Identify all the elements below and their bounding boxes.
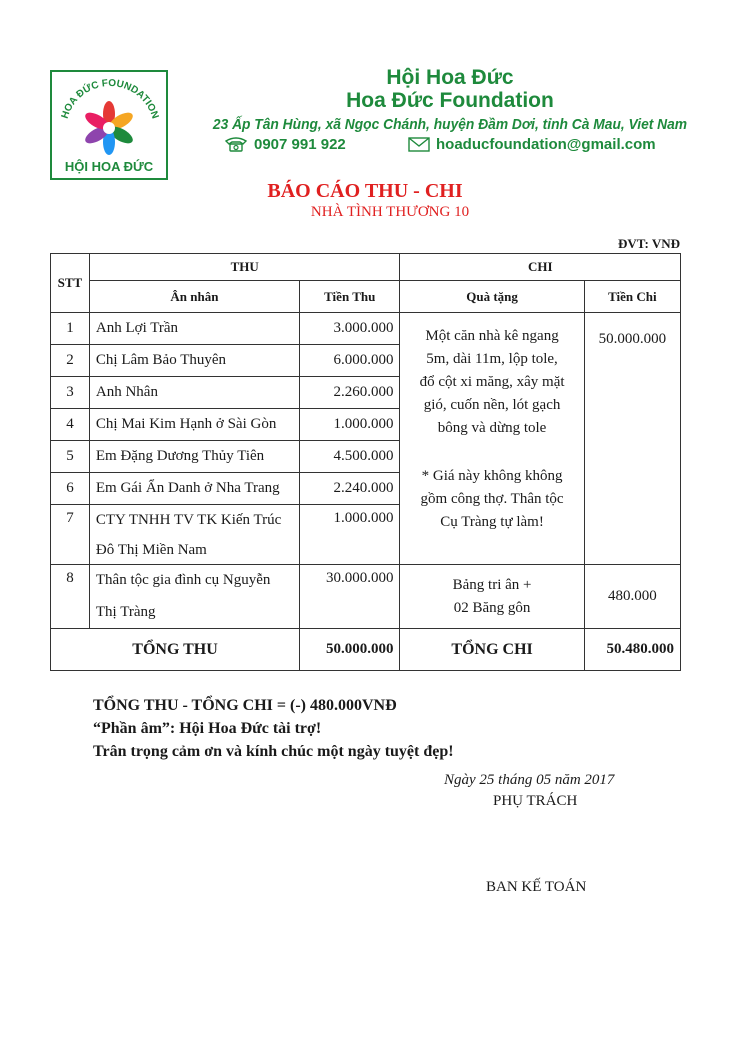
header-row-1 (51, 254, 681, 281)
phone-number: 0907 991 922 (254, 136, 346, 153)
ban-ke-toan-label: BAN KẾ TOÁN (486, 879, 587, 895)
total-thu-value: 50.000.000 (300, 629, 400, 671)
total-chi-value: 50.480.000 (584, 629, 680, 671)
total-chi-label: TỔNG CHI (400, 629, 584, 671)
row-stt: 1 (51, 313, 90, 345)
email-address: hoaducfoundation@gmail.com (436, 136, 656, 153)
email-contact (408, 136, 656, 153)
phone-icon (224, 136, 248, 152)
row-amount: 1.000.000 (300, 505, 400, 565)
gift-line: 5m, dài 11m, lộp tole, (426, 351, 558, 367)
gift-line: gió, cuốn nền, lót gạch (423, 397, 561, 413)
donor-line: Thân tộc gia đình cụ Nguyễn (95, 572, 271, 588)
gift-house-description (406, 325, 577, 440)
gift-line: Bảng tri ân + (452, 576, 532, 593)
org-name-en: Hoa Đức Foundation (346, 89, 554, 112)
table-row (51, 565, 681, 629)
row-amount: 2.240.000 (300, 473, 400, 505)
org-contact (180, 136, 720, 156)
row-amount: 4.500.000 (300, 441, 400, 473)
header-chi: CHI (400, 254, 681, 281)
header-row-2 (51, 281, 681, 313)
row-amount: 2.260.000 (300, 377, 400, 409)
row-donor (89, 505, 299, 565)
gift-banner-cell (400, 565, 584, 629)
org-address: 23 Ấp Tân Hùng, xã Ngọc Chánh, huyện Đầm Dơi, tỉnh Cà Mau, Viet Nam (212, 116, 688, 133)
income-expense-table (50, 253, 681, 671)
gift-house-cell (400, 313, 584, 565)
summary-block (93, 694, 454, 763)
row-amount: 3.000.000 (300, 313, 400, 345)
row-stt: 8 (51, 565, 90, 629)
gift-note-line: Cụ Tràng tự làm! (440, 514, 544, 530)
row-stt: 5 (51, 441, 90, 473)
summary-deficit-note: “Phần âm”: Hội Hoa Đức tài trợ! (93, 720, 322, 737)
row-donor: Em Đặng Dương Thủy Tiên (89, 441, 299, 473)
lotus-icon (83, 101, 136, 155)
gift-line: Một căn nhà kê ngang (425, 328, 559, 344)
header-thu: THU (89, 254, 400, 281)
gift-house-amount: 50.000.000 (584, 313, 680, 565)
row-donor: Chị Lâm Bảo Thuyên (89, 345, 299, 377)
header-tien-chi: Tiền Chi (584, 281, 680, 313)
unit-label: ĐVT: VNĐ (618, 236, 680, 251)
logo-graphic (52, 72, 166, 178)
table-row (51, 313, 681, 345)
row-stt: 2 (51, 345, 90, 377)
gift-banner-amount: 480.000 (584, 565, 680, 629)
row-stt: 4 (51, 409, 90, 441)
gift-line: 02 Băng gôn (453, 599, 531, 616)
summary-thanks: Trân trọng cảm ơn và kính chúc một ngày tuyệt đẹp! (93, 743, 454, 760)
summary-balance: TỔNG THU - TỔNG CHI = (-) 480.000VNĐ (93, 697, 397, 714)
gift-house-note (406, 465, 577, 534)
row-stt: 6 (51, 473, 90, 505)
gift-note-line: gồm công thợ. Thân tộc (420, 491, 564, 507)
row-stt: 7 (51, 505, 90, 565)
row-stt: 3 (51, 377, 90, 409)
report-date: Ngày 25 tháng 05 năm 2017 (444, 772, 615, 788)
header-qua-tang: Quà tặng (400, 281, 584, 313)
foundation-logo (50, 70, 168, 180)
row-donor (89, 565, 299, 629)
row-amount: 1.000.000 (300, 409, 400, 441)
report-subtitle: NHÀ TÌNH THƯƠNG 10 (310, 204, 470, 220)
phone-contact (224, 136, 346, 153)
logo-arc-text: HOA ĐỨC FOUNDATION (59, 77, 161, 121)
row-donor: Em Gái Ẩn Danh ở Nha Trang (89, 473, 299, 505)
row-donor: Chị Mai Kim Hạnh ở Sài Gòn (89, 409, 299, 441)
report-title: BÁO CÁO THU - CHI (267, 180, 463, 202)
gift-note-line: * Giá này không không (421, 468, 563, 484)
org-header (180, 66, 720, 156)
gift-line: bông và dừng tole (437, 420, 547, 436)
donor-line: Thị Tràng (95, 604, 156, 620)
total-thu-label: TỔNG THU (51, 629, 300, 671)
row-donor: Anh Lợi Trần (89, 313, 299, 345)
phu-trach-label: PHỤ TRÁCH (493, 793, 578, 809)
header-an-nhan: Ân nhân (89, 281, 299, 313)
row-amount: 30.000.000 (300, 565, 400, 629)
header-tien-thu: Tiền Thu (300, 281, 400, 313)
gift-line: đổ cột xi măng, xây mặt (419, 374, 565, 390)
org-name-vi: Hội Hoa Đức (386, 66, 514, 89)
logo-bottom-text: HỘI HOA ĐỨC (64, 159, 154, 174)
donor-line: CTY TNHH TV TK Kiến Trúc (95, 512, 282, 528)
totals-row (51, 629, 681, 671)
donor-line: Đô Thị Miền Nam (95, 542, 207, 558)
row-amount: 6.000.000 (300, 345, 400, 377)
header-stt: STT (51, 254, 90, 313)
envelope-icon (408, 137, 430, 152)
row-donor: Anh Nhân (89, 377, 299, 409)
